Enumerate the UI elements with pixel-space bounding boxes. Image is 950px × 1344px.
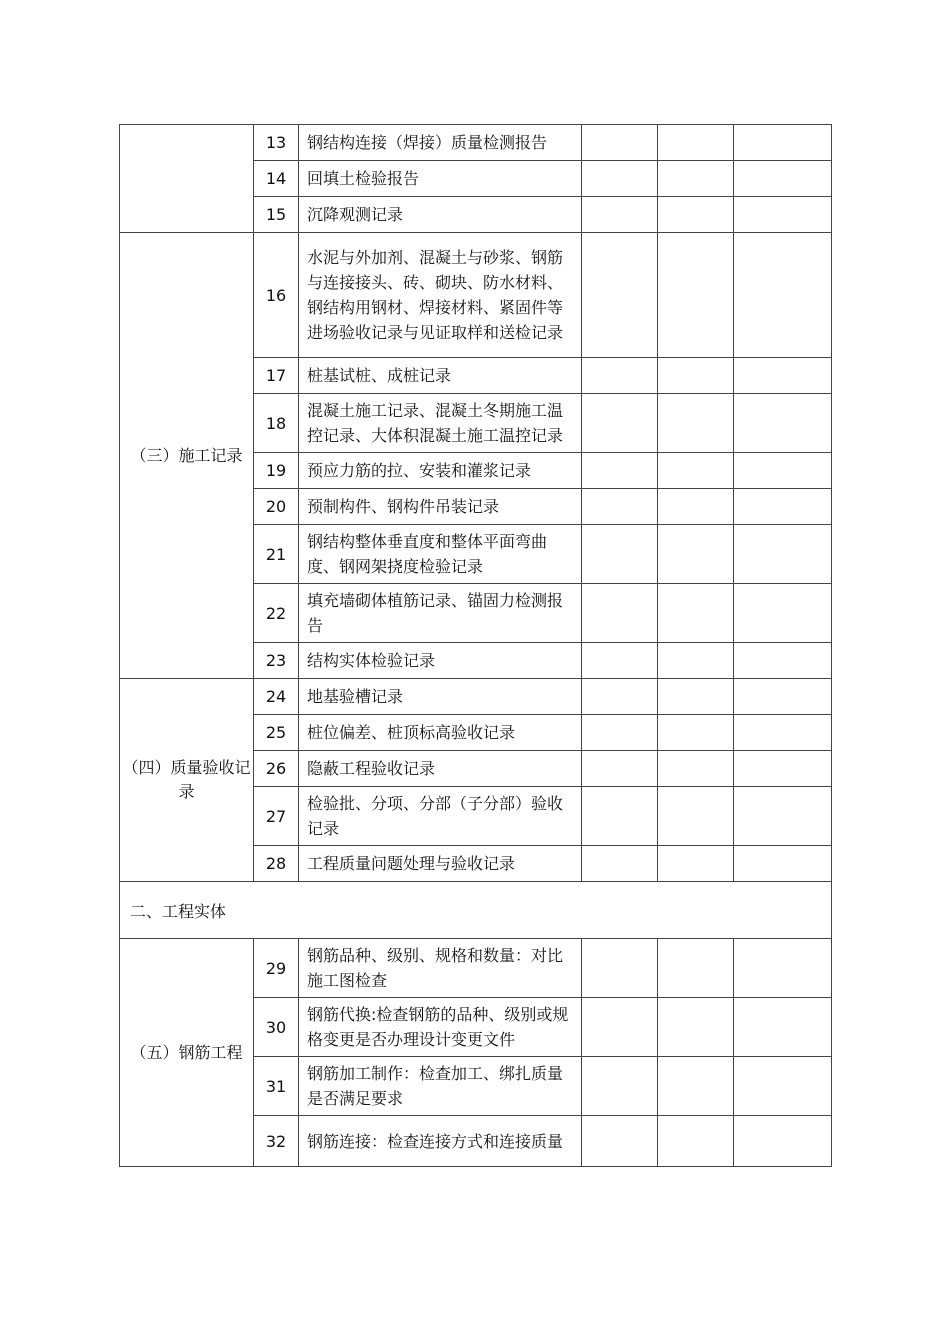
row-description: 桩位偏差、桩顶标高验收记录 [299,715,582,751]
blank-cell [734,233,832,358]
table-row [120,233,832,358]
blank-cell [658,525,734,584]
row-description: 预应力筋的拉、安装和灌浆记录 [299,453,582,489]
blank-cell [582,1057,658,1116]
blank-cell [658,679,734,715]
blank-cell [734,125,832,161]
group-label-quality-acceptance: （四）质量验收记录 [120,679,254,882]
blank-cell [658,1057,734,1116]
blank-cell [582,787,658,846]
row-description: 沉降观测记录 [299,197,582,233]
row-number: 14 [254,161,299,197]
blank-cell [582,679,658,715]
blank-cell [658,846,734,882]
row-number: 19 [254,453,299,489]
row-description: 混凝土施工记录、混凝土冬期施工温控记录、大体积混凝土施工温控记录 [307,401,564,445]
blank-cell [658,998,734,1057]
blank-cell [658,643,734,679]
blank-cell [582,939,658,998]
row-description: 钢结构整体垂直度和整体平面弯曲度、钢网架挠度检验记录 [299,525,582,584]
row-description: 工程质量问题处理与验收记录 [299,846,582,882]
blank-cell [658,715,734,751]
blank-cell [582,846,658,882]
blank-cell [734,751,832,787]
blank-cell [582,394,658,453]
blank-cell [658,161,734,197]
blank-cell [734,998,832,1057]
row-number: 28 [254,846,299,882]
blank-cell [734,161,832,197]
row-number: 26 [254,751,299,787]
blank-cell [582,161,658,197]
row-description: 地基验槽记录 [299,679,582,715]
blank-cell [582,233,658,358]
blank-cell [734,643,832,679]
blank-cell [582,998,658,1057]
row-description: 检验批、分项、分部（子分部）验收记录 [299,787,582,846]
blank-cell [658,125,734,161]
row-description: 钢筋连接：检查连接方式和连接质量 [299,1116,582,1167]
row-description: 桩基试桩、成桩记录 [299,358,582,394]
blank-cell [734,197,832,233]
row-description: 水泥与外加剂、混凝土与砂浆、钢筋与连接接头、砖、砌块、防水材料、钢结构用钢材、焊接材料、紧固件等进场验收记录与见证取样和送检记录 [299,233,582,358]
row-description: 预制构件、钢构件吊装记录 [299,489,582,525]
group-label-construction-records: （三）施工记录 [120,233,254,679]
table-row [120,679,832,715]
section-row [120,882,832,939]
blank-cell [582,453,658,489]
row-number: 15 [254,197,299,233]
row-description: 回填土检验报告 [299,161,582,197]
blank-cell [582,751,658,787]
blank-cell [734,453,832,489]
table-row [120,125,832,161]
blank-cell [582,358,658,394]
row-description: 填充墙砌体植筋记录、锚固力检测报告 [299,584,582,643]
blank-cell [582,584,658,643]
row-number: 24 [254,679,299,715]
blank-cell [582,643,658,679]
section-heading: 二、工程实体 [120,882,832,939]
row-number: 22 [254,584,299,643]
blank-cell [658,787,734,846]
blank-cell [582,489,658,525]
blank-cell [658,939,734,998]
blank-cell [658,489,734,525]
blank-cell [734,584,832,643]
row-number: 31 [254,1057,299,1116]
row-number: 16 [254,233,299,358]
row-number: 13 [254,125,299,161]
blank-cell [658,1116,734,1167]
blank-cell [734,525,832,584]
row-description: 钢筋代换:检查钢筋的品种、级别或规格变更是否办理设计变更文件 [299,998,582,1057]
row-description: 钢结构连接（焊接）质量检测报告 [299,125,582,161]
row-description: 结构实体检验记录 [299,643,582,679]
row-number: 29 [254,939,299,998]
row-description-clipped [299,394,582,453]
blank-cell [734,787,832,846]
blank-cell [582,1116,658,1167]
row-number: 23 [254,643,299,679]
blank-cell [582,525,658,584]
blank-cell [734,679,832,715]
blank-cell [658,751,734,787]
blank-cell [734,1116,832,1167]
row-number: 27 [254,787,299,846]
blank-cell [734,394,832,453]
blank-cell [582,715,658,751]
blank-cell [734,1057,832,1116]
row-number: 21 [254,525,299,584]
group-label-rebar-works: （五）钢筋工程 [120,939,254,1167]
row-description: 钢筋加工制作：检查加工、绑扎质量是否满足要求 [299,1057,582,1116]
inspection-table [119,124,832,1167]
blank-cell [658,358,734,394]
row-description: 钢筋品种、级别、规格和数量：对比施工图检查 [299,939,582,998]
blank-cell [658,197,734,233]
blank-cell [734,358,832,394]
blank-cell [658,233,734,358]
blank-cell [734,939,832,998]
table-row [120,939,832,998]
row-description: 隐蔽工程验收记录 [299,751,582,787]
group-cell-empty [120,125,254,233]
row-number: 17 [254,358,299,394]
row-number: 30 [254,998,299,1057]
row-number: 18 [254,394,299,453]
blank-cell [658,394,734,453]
blank-cell [582,197,658,233]
row-number: 20 [254,489,299,525]
blank-cell [734,715,832,751]
blank-cell [734,489,832,525]
blank-cell [658,584,734,643]
blank-cell [734,846,832,882]
blank-cell [582,125,658,161]
blank-cell [658,453,734,489]
row-number: 25 [254,715,299,751]
row-number: 32 [254,1116,299,1167]
